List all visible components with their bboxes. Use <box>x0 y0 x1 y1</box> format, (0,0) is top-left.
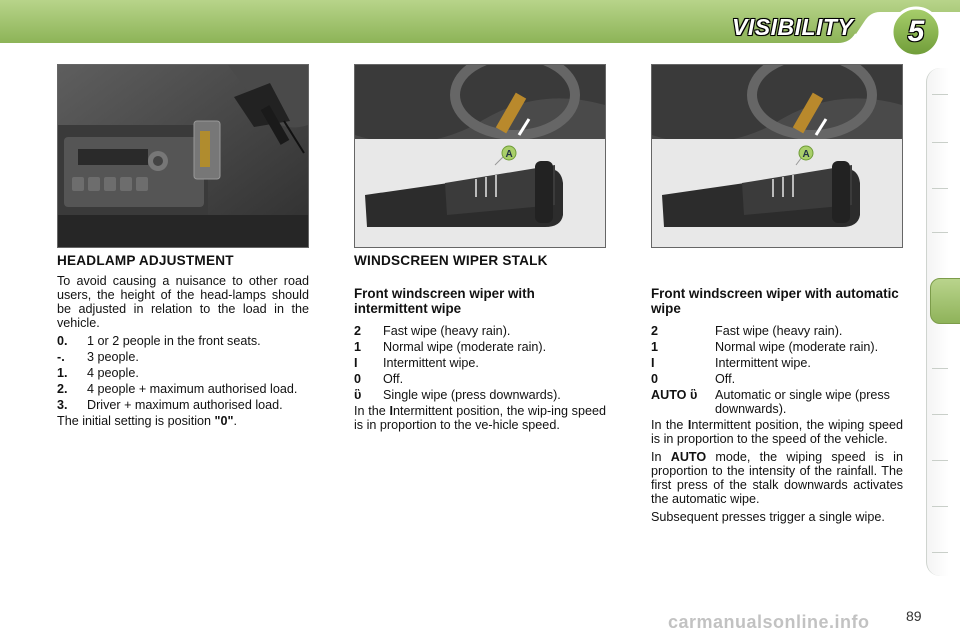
list-item-text: Single wipe (press downwards). <box>383 388 561 402</box>
list-item-text: Automatic or single wipe (press downwards). <box>715 388 890 416</box>
list-item <box>57 350 309 364</box>
side-tab-active[interactable] <box>930 278 960 324</box>
wiper-stalk-photo-intermittent <box>354 64 606 248</box>
list-item-key: ὓ <box>354 388 362 402</box>
list-item <box>651 340 903 354</box>
chapter-title: VISIBILITY <box>732 14 854 40</box>
list-item-key: 1 <box>354 340 362 354</box>
list-item-key: AUTO ὓ <box>651 388 698 402</box>
list-item-text: 1 or 2 people in the front seats. <box>87 334 261 348</box>
wiper-intermittent-note: In the Intermittent position, the wip-ing speed is in proportion to the ve-hicle speed. <box>354 404 606 432</box>
list-item-text: 4 people + maximum authorised load. <box>87 382 298 396</box>
list-item <box>354 356 606 370</box>
list-item-key: 1 <box>651 340 659 354</box>
list-item <box>57 334 309 348</box>
chapter-header <box>0 0 960 52</box>
wiper-stalk-photo-automatic <box>651 64 903 248</box>
wiper-intermittent-title: Front windscreen wiper with intermittent wipe <box>354 286 535 316</box>
wiper-title: WINDSCREEN WIPER STALK <box>354 253 548 268</box>
list-item-text: Normal wipe (moderate rain). <box>383 340 547 354</box>
side-tab-divider <box>932 142 948 143</box>
side-tab-divider <box>932 232 948 233</box>
list-item-text: Intermittent wipe. <box>383 356 479 370</box>
list-item-key: 2 <box>354 324 362 338</box>
list-item-text: Intermittent wipe. <box>715 356 811 370</box>
list-item-key: 0 <box>354 372 362 386</box>
list-item-key: I <box>354 356 358 370</box>
list-item <box>651 356 903 370</box>
side-tab-divider <box>932 506 948 507</box>
list-item-text: Off. <box>383 372 404 386</box>
list-item <box>57 382 309 396</box>
chapter-side-tabs <box>926 68 960 576</box>
list-item-key: 3. <box>57 398 68 412</box>
side-tab-divider <box>932 94 948 95</box>
list-item-key: 2 <box>651 324 659 338</box>
headlamp-intro: To avoid causing a nuisance to other road users, the height of the head-lamps should be adjusted in relation to the load in the vehicle. <box>57 274 309 330</box>
list-item <box>354 372 606 386</box>
list-item-text: 3 people. <box>87 350 139 364</box>
list-item-text: Fast wipe (heavy rain). <box>715 324 843 338</box>
page-number: 89 <box>906 608 922 624</box>
list-item-key: 0 <box>651 372 659 386</box>
list-item-key: -. <box>57 350 65 364</box>
headlamp-initial-setting: The initial setting is position "0". <box>57 414 237 428</box>
headlamp-photo <box>57 64 309 248</box>
side-tab-divider <box>932 188 948 189</box>
wiper-automatic-section <box>651 286 903 526</box>
headlamp-title: HEADLAMP ADJUSTMENT <box>57 253 234 268</box>
list-item-key: 2. <box>57 382 68 396</box>
side-tab-divider <box>932 460 948 461</box>
wiper-automatic-note-subsequent: Subsequent presses trigger a single wipe. <box>651 510 885 524</box>
list-item <box>354 324 606 338</box>
list-item <box>651 324 903 338</box>
side-tab-divider <box>932 368 948 369</box>
list-item-text: Driver + maximum authorised load. <box>87 398 283 412</box>
list-item-key: 0. <box>57 334 68 348</box>
list-item <box>57 398 309 412</box>
wiper-automatic-note-intermittent: In the Intermittent position, the wiping speed is in proportion to the speed of the vehicle. <box>651 418 904 446</box>
headlamp-section <box>57 254 309 430</box>
wiper-automatic-note-auto: In AUTO mode, the wiping speed is in proportion to the intensity of the rainfall. The first press of the stalk downwards activates the automatic wipe. <box>651 450 903 506</box>
wiper-automatic-title: Front windscreen wiper with automatic wipe <box>651 286 899 316</box>
list-item-text: Normal wipe (moderate rain). <box>715 340 879 354</box>
list-item-key: 1. <box>57 366 68 380</box>
list-item <box>57 366 309 380</box>
list-item <box>354 340 606 354</box>
watermark: carmanualsonline.info <box>668 612 870 632</box>
photo-label-a: A <box>505 149 513 160</box>
side-tab-divider <box>932 414 948 415</box>
wiper-intermittent-section <box>354 254 606 434</box>
list-item-text: Fast wipe (heavy rain). <box>383 324 511 338</box>
list-item <box>651 372 903 386</box>
list-item-key: I <box>651 356 655 370</box>
list-item <box>354 388 606 402</box>
list-item <box>651 388 903 416</box>
side-tab-divider <box>932 552 948 553</box>
list-item-text: 4 people. <box>87 366 139 380</box>
chapter-number: 5 <box>907 15 925 48</box>
list-item-text: Off. <box>715 372 736 386</box>
photo-label-a: A <box>802 149 810 160</box>
